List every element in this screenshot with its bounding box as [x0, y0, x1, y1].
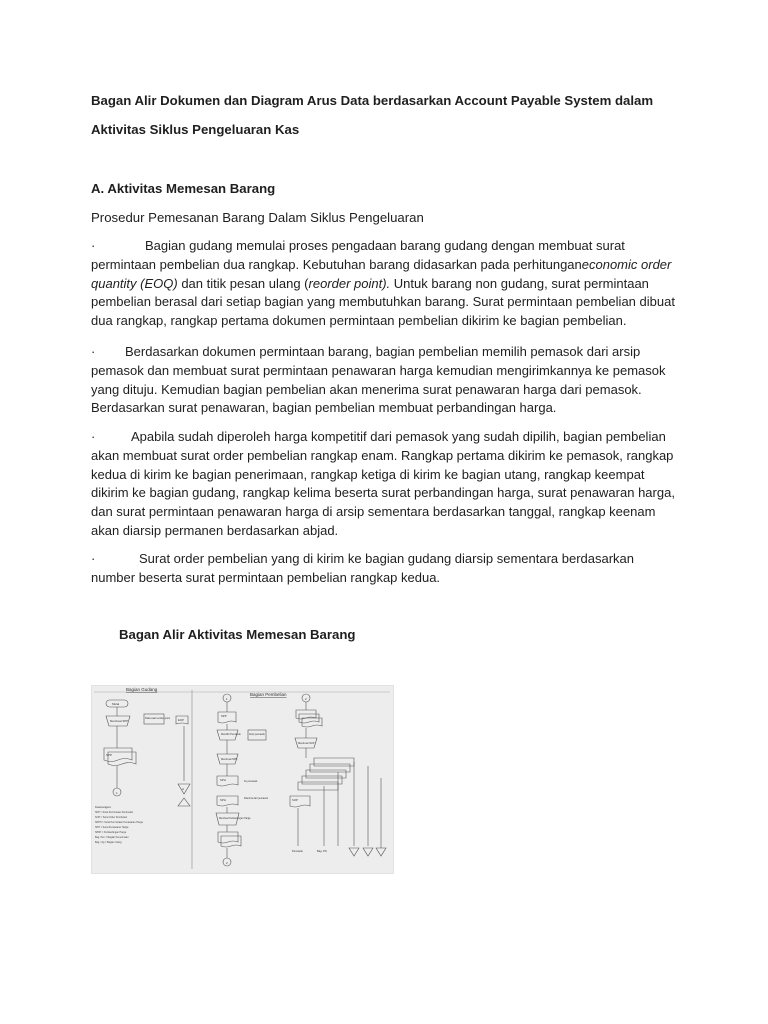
fc-note-reorder: Pada saat reorder point [145, 717, 170, 720]
fc-keterangan-item: Bag. Utg = Bagian Utang [95, 841, 122, 844]
fc-note-ke-pemasok: Ke pemasok [244, 780, 258, 783]
fc-conn-1: 1 [116, 791, 118, 795]
fc-arsip-pemasok: Arsip pemasok [249, 733, 265, 736]
fc-doc-eop: EOP [178, 718, 184, 722]
fc-doc-sph-2: SPH [220, 798, 226, 802]
bullet-dot: · [91, 551, 96, 566]
bullet-dot: · [91, 429, 96, 444]
bullet-dot: · [91, 238, 96, 253]
fc-conn-2: 2 [226, 861, 228, 865]
fc-doc-sop: SOP [292, 798, 298, 802]
bullet-paragraph-2 [91, 343, 681, 418]
procedure-title: Prosedur Pemesanan Barang Dalam Siklus Pengeluaran [91, 210, 424, 225]
fc-memilih-pemasok: Memilih Pemasok [221, 733, 241, 736]
lane-gudang: Bagian Gudang [126, 687, 158, 692]
flowchart-image [91, 685, 394, 874]
fc-start: Mulai [112, 702, 120, 706]
fc-doc-spp: SPP [106, 753, 113, 757]
fc-keterangan-item: SOP = Surat Order Pembelian [95, 816, 128, 819]
fc-membuat-sop: Membuat SOP [298, 742, 315, 745]
fc-doc-spp-b: SPP [221, 714, 227, 718]
document-title-line-2: Aktivitas Siklus Pengeluaran Kas [91, 122, 300, 137]
bullet-paragraph-1 [91, 237, 681, 331]
fc-keterangan-item: SPPH = Surat Permintaan Penawaran Harga [95, 821, 143, 824]
fc-perbandingan: Membuat Perbandingan Harga [219, 818, 251, 820]
fc-conn-a: A [182, 787, 185, 791]
bullet-paragraph-4 [91, 550, 681, 588]
bullet-3-text: Apabila sudah diperoleh harga kompetitif dari pemasok yang sudah dipilih, bagian pembelian akan membuat surat order pembelian rangkap enam. Rangkap pertama dikirim ke pemasok, rangkap kedua di kirim ke bagian penerimaan, rangkap ketiga di kirim ke bagian utang, rangkap keempat dikirim ke bagian gudang, rangkap kelima beserta surat perbandingan harga, surat penawaran harga, dan surat permintaan penawaran harga di arsip sementara berdasarkan tanggal, rangkap keenam akan diarsip permanen berdasarkan abjad. [91, 429, 675, 538]
fc-keterangan-title: Keterangan: [95, 805, 112, 809]
fc-conn-1b: 1 [226, 697, 228, 701]
fc-keterangan-item: SPP = Surat Permintaan Pembelian [95, 811, 134, 814]
fc-out-bag-pn: Bag. PN [317, 850, 327, 853]
fc-membuat-sph: Membuat SPH [221, 758, 238, 761]
fc-doc-sph-1: SPH [220, 778, 226, 782]
bullet-1-italic-eoq: economic order quantity (EOQ) [91, 256, 672, 291]
bullet-dot: · [91, 344, 96, 359]
bullet-4-text: Surat order pembelian yang di kirim ke bagian gudang diarsip sementara berdasarkan number beserta surat permintaan pembelian rangkap kedua. [91, 551, 635, 585]
fc-membuat-spp: Membuat SPP [110, 719, 129, 723]
bullet-1-text-part2: dan titik pesan ulang ( [177, 275, 309, 291]
fc-keterangan-item: SPH = Surat Penawaran Harga [95, 826, 129, 829]
figure-caption: Bagan Alir Aktivitas Memesan Barang [119, 627, 356, 642]
bullet-paragraph-3 [91, 428, 681, 541]
bullet-1-text-part1: Bagian gudang memulai proses pengadaan barang gudang dengan membuat surat permintaan pembelian dua rangkap. Kebutuhan barang didasarkan pada perhitungan [91, 238, 625, 272]
fc-note-dari-pemasok: Diterima dari pemasok [244, 797, 268, 800]
section-heading-a: A. Aktivitas Memesan Barang [91, 181, 276, 196]
fc-keterangan-item: Bag. Pen = Bagian Penerimaan [95, 836, 129, 839]
document-title-line-1: Bagan Alir Dokumen dan Diagram Arus Data berdasarkan Account Payable System dalam [91, 93, 654, 108]
fc-keterangan-item: SPbH = Perbandingan Harga [95, 831, 127, 834]
lane-pembelian: Bagian Pembelian [250, 692, 287, 697]
fc-conn-2b: 2 [305, 697, 307, 701]
bullet-1-italic-reorder: reorder point). [308, 275, 391, 291]
bullet-2-text: Berdasarkan dokumen permintaan barang, bagian pembelian memilih pemasok dari arsip pemasok dan membuat surat permintaan penawaran harga kemudian mengirimkannya ke pemasok yang dituju. Kemudian bagian pembelian akan menerima surat penawaran harga dari pemasok. Berdasarkan surat penawaran, bagian pembelian membuat perbandingan harga. [91, 344, 666, 416]
fc-out-pemasok: Pemasok [292, 850, 303, 853]
bullet-1-text-part3: Untuk barang non gudang, surat permintaan pembelian berasal dari setiap bagian yang membutuhkan barang. Surat permintaan pembelian dibuat dua rangkap, rangkap pertama dokumen permintaan pembelian dikirim ke bagian pembelian. [91, 275, 675, 329]
